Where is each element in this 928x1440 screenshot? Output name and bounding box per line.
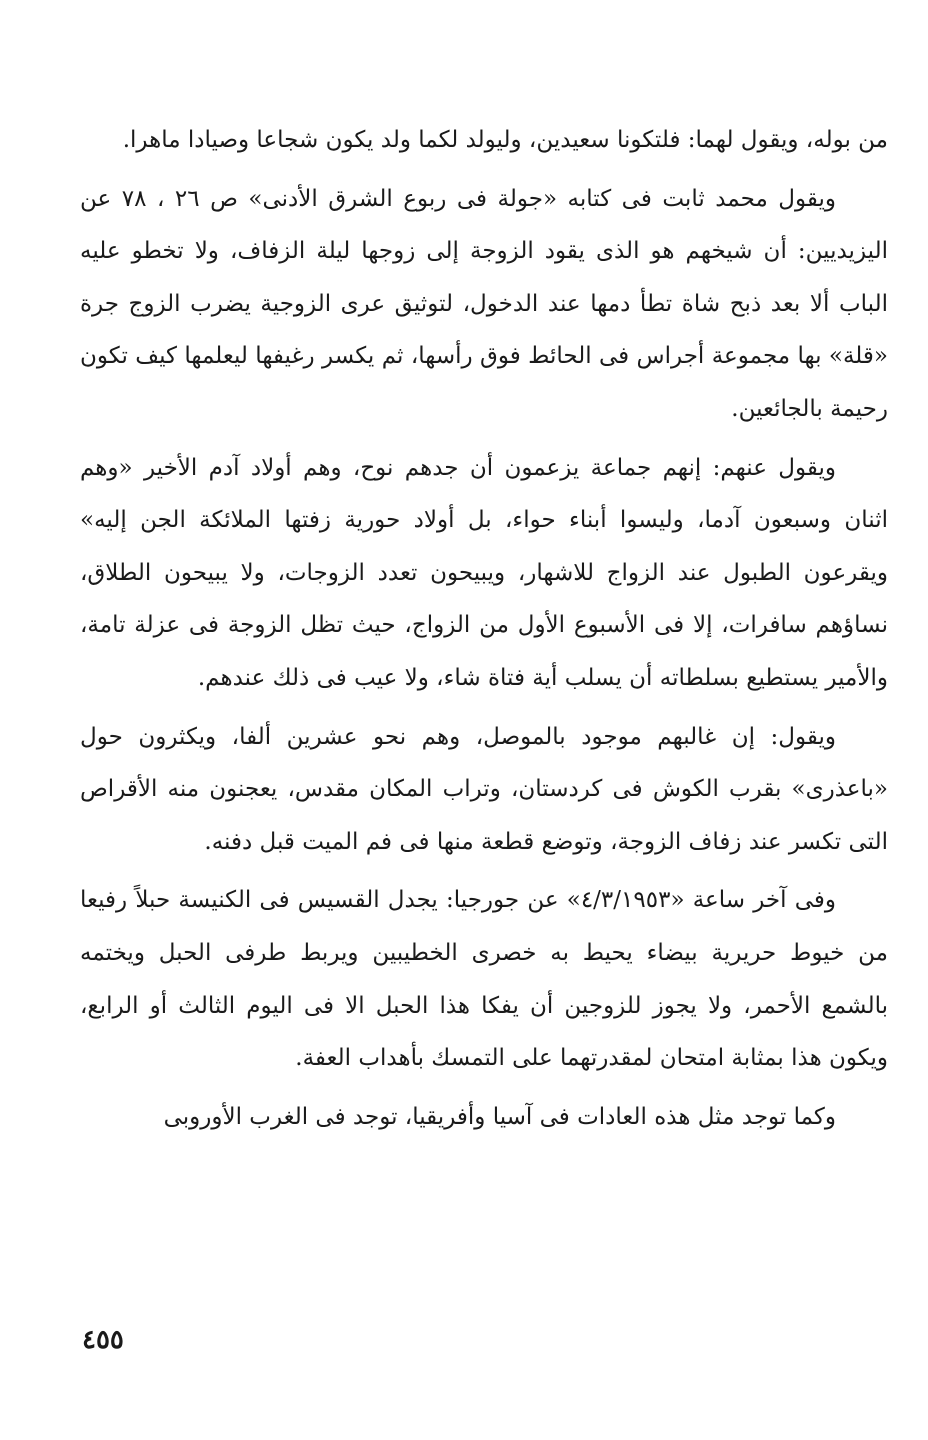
page-number: ٤٥٥ xyxy=(82,1325,124,1355)
paragraph-georgia: وفى آخر ساعة «٤/٣/١٩٥٣» عن جورجيا: يجدل القسيس فى الكنيسة حبلاً رفيعا من خيوط حريرية بيضاء يحيط به خصرى الخطيبين ويربط طرفى الحبل ويختمه بالشمع الأحمر، ولا يجوز للزوجين أن يفكا هذا الحبل الا فى اليوم الثالث أو الرابع، ويكون هذا بمثابة امتحان لمقدرتهما على التمسك بأهداب العفة. xyxy=(80,887,888,1072)
paragraph-yazidis-intro: ويقول محمد ثابت فى كتابه «جولة فى ربوع الشرق الأدنى» ص ٢٦ ، ٧٨ عن اليزيديين: أن شيخهم هو الذى يقود الزوجة إلى زوجها ليلة الزفاف، ولا تخطو عليه الباب ألا بعد ذبح شاة تطأ دمها عند الدخول، لتوثيق عرى الزوجية يضرب الزوج جرة «قلة» بها مجموعة أجراس فى الحائط فوق رأسها، ثم يكسر رغيفها ليعلمها كيف تكون رحيمة بالجائعين. xyxy=(80,185,888,422)
paragraph-continuation: من بوله، ويقول لهما: فلتكونا سعيدين، وليولد لكما ولد يكون شجاعا وصيادا ماهرا. xyxy=(122,127,888,153)
paragraph-yazidis-location: ويقول: إن غالبهم موجود بالموصل، وهم نحو عشرين ألفا، ويكثرون حول «باعذرى» بقرب الكوش فى كردستان، وتراب المكان مقدس، يعجنون منه الأقراص التى تكسر عند زفاف الزوجة، وتوضع قطعة منها فى فم الميت قبل دفنه. xyxy=(80,723,888,855)
body-text xyxy=(80,114,888,1143)
paragraph-europe: وكما توجد مثل هذه العادات فى آسيا وأفريقيا، توجد فى الغرب الأوروبى xyxy=(163,1103,836,1130)
paragraph-yazidis-beliefs: ويقول عنهم: إنهم جماعة يزعمون أن جدهم نوح، وهم أولاد آدم الأخير «وهم اثنان وسبعون آدما، وليسوا أبناء حواء، بل أولاد حورية زفتها الملائكة الجن إليه» ويقرعون الطبول عند الزواج للاشهار، ويبيحون تعدد الزوجات، ولا يبيحون الطلاق، نساؤهم سافرات، إلا فى الأسبوع الأول من الزواج، حيث تظل الزوجة فى عزلة تامة، والأمير يستطيع بسلطاته أن يسلب أية فتاة شاء، ولا عيب فى ذلك عندهم. xyxy=(80,454,888,691)
